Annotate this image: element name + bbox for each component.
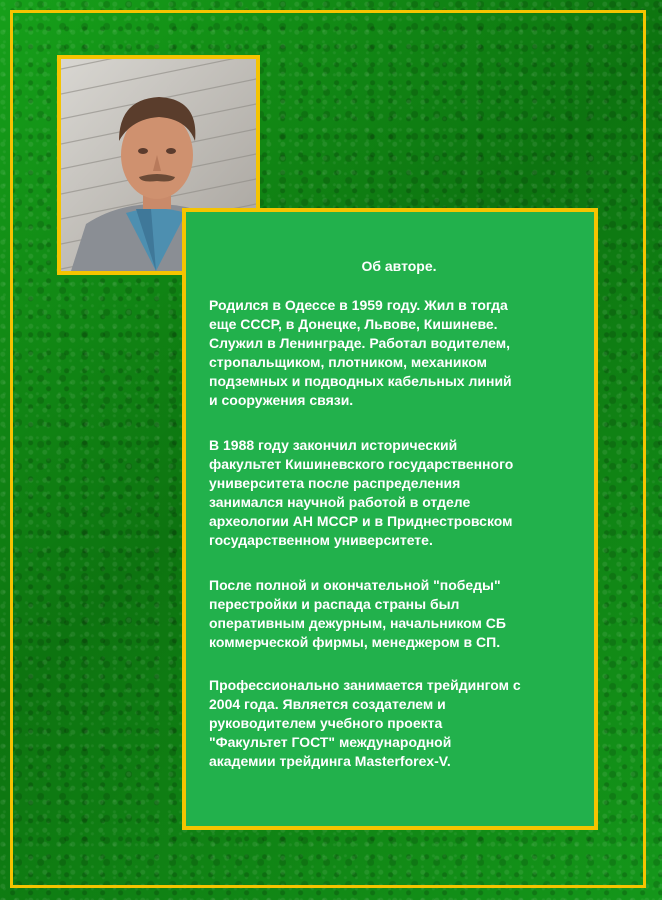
bio-paragraph-1: Родился в Одессе в 1959 году. Жил в тогда еще СССР, в Донецке, Львове, Кишиневе. Служил в Ленинграде. Работал водителем, стропальщиком, плотником, механиком подземных и подводных кабельных линий и сооружения связи. bbox=[209, 297, 512, 408]
bio-title: Об авторе. bbox=[361, 258, 437, 274]
bio-paragraph-3: После полной и окончательной "победы" перестройки и распада страны был оперативным дежурным, начальником СБ коммерческой фирмы, менеджером в СП. bbox=[209, 577, 506, 650]
bio-paragraph-4: Профессионально занимается трейдингом с 2004 года. Является создателем и руководителем учебного проекта "Факультет ГОСТ" международной академии трейдинга Masterforex-V. bbox=[209, 677, 521, 769]
bio-box bbox=[182, 208, 598, 830]
bio-paragraph-2: В 1988 году закончил исторический факультет Кишиневского государственного университета после распределения занимался научной работой в отделе археологии АН МССР и в Приднестровском государственном университете. bbox=[209, 437, 514, 548]
